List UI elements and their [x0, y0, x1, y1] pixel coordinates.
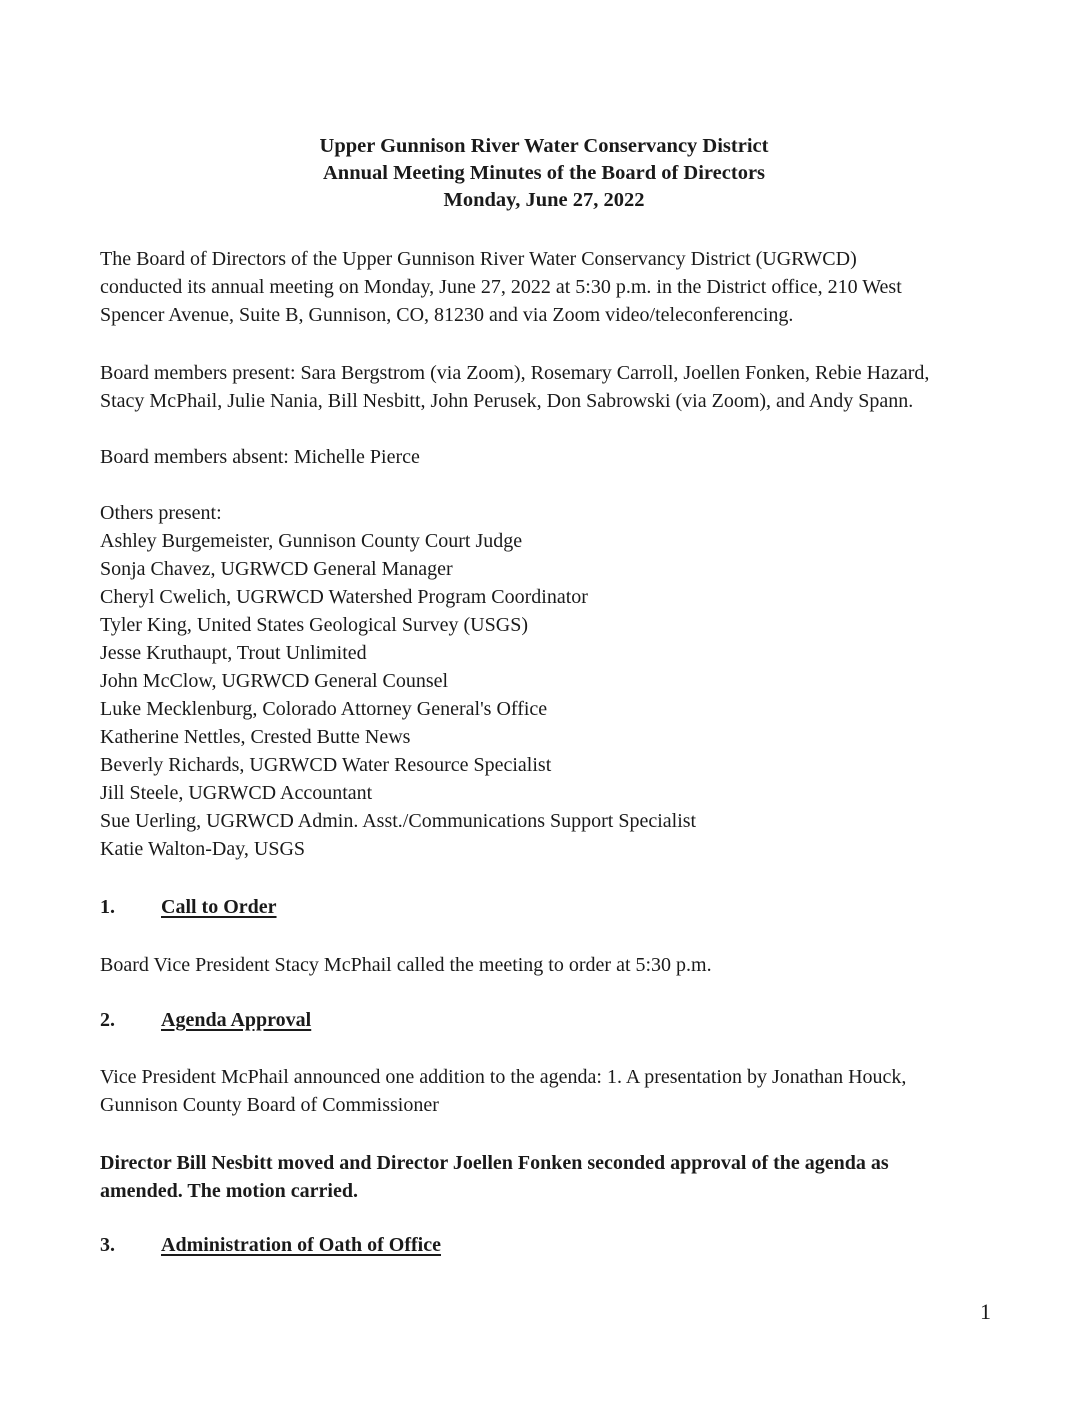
list-item: Sue Uerling, UGRWCD Admin. Asst./Communications Support Specialist [100, 810, 697, 832]
list-item: John McClow, UGRWCD General Counsel [100, 670, 449, 692]
others-present-list [100, 499, 1000, 863]
members-present-paragraph [100, 359, 1000, 415]
list-item: Jesse Kruthaupt, Trout Unlimited [100, 642, 367, 664]
section-heading-agenda-approval [100, 1006, 311, 1034]
list-item: Beverly Richards, UGRWCD Water Resource Specialist [100, 754, 552, 776]
intro-paragraph [100, 245, 1000, 329]
intro-line: Spencer Avenue, Suite B, Gunnison, CO, 81230 and via Zoom video/teleconferencing. [100, 304, 794, 326]
list-item: Tyler King, United States Geological Survey (USGS) [100, 614, 528, 636]
section-title: Agenda Approval [161, 1009, 312, 1031]
list-item: Jill Steele, UGRWCD Accountant [100, 782, 373, 804]
section-heading-call-to-order [100, 893, 277, 921]
others-present-label: Others present: [100, 502, 222, 524]
list-item: Cheryl Cwelich, UGRWCD Watershed Program Coordinator [100, 586, 588, 608]
section-heading-oath-of-office [100, 1231, 441, 1259]
list-item: Sonja Chavez, UGRWCD General Manager [100, 558, 453, 580]
call-to-order-text: Board Vice President Stacy McPhail called the meeting to order at 5:30 p.m. [100, 954, 712, 976]
agenda-approval-paragraph [100, 1063, 1000, 1119]
members-present-line: Board members present: Sara Bergstrom (via Zoom), Rosemary Carroll, Joellen Fonken, Rebie Hazard, [100, 362, 930, 384]
list-item: Ashley Burgemeister, Gunnison County Court Judge [100, 530, 523, 552]
meeting-date: Monday, June 27, 2022 [443, 189, 645, 211]
section-title: Administration of Oath of Office [161, 1234, 441, 1256]
agenda-motion [100, 1149, 1000, 1205]
document-header [0, 133, 1088, 214]
members-absent: Board members absent: Michelle Pierce [100, 446, 420, 468]
section-title: Call to Order [161, 896, 277, 918]
document-title: Annual Meeting Minutes of the Board of Directors [322, 162, 766, 184]
motion-line: Director Bill Nesbitt moved and Director Joellen Fonken seconded approval of the agenda as [100, 1152, 889, 1174]
motion-line: amended. The motion carried. [100, 1180, 358, 1202]
section-number: 1. [100, 896, 115, 918]
list-item: Luke Mecklenburg, Colorado Attorney General's Office [100, 698, 548, 720]
agenda-approval-line: Gunnison County Board of Commissioner [100, 1094, 439, 1116]
section-number: 2. [100, 1009, 115, 1031]
list-item: Katie Walton-Day, USGS [100, 838, 306, 860]
page-number: 1 [980, 1299, 991, 1324]
list-item: Katherine Nettles, Crested Butte News [100, 726, 411, 748]
intro-line: The Board of Directors of the Upper Gunnison River Water Conservancy District (UGRWCD) [100, 248, 857, 270]
agenda-approval-line: Vice President McPhail announced one addition to the agenda: 1. A presentation by Jonathan Houck, [100, 1066, 907, 1088]
district-name: Upper Gunnison River Water Conservancy District [319, 135, 769, 157]
section-number: 3. [100, 1234, 115, 1256]
intro-line: conducted its annual meeting on Monday, June 27, 2022 at 5:30 p.m. in the District office, 210 West [100, 276, 902, 298]
members-present-line: Stacy McPhail, Julie Nania, Bill Nesbitt, John Perusek, Don Sabrowski (via Zoom), and Andy Spann. [100, 390, 914, 412]
